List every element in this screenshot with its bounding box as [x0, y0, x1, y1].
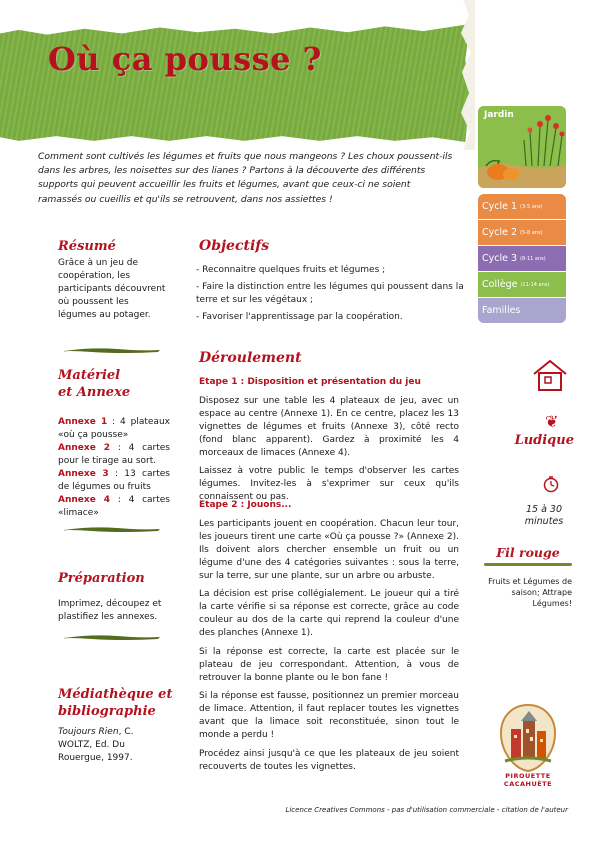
annexe-label: Annexe 4 [58, 495, 111, 505]
preparation-heading: Préparation [58, 571, 145, 586]
annexe-item [58, 468, 170, 494]
pirouette-cacahuete-logo [499, 703, 557, 773]
paragraph-5: Si la réponse est correcte, la carte est placée sur le plateau de jeu correspondant. Attention, à vous de retrouver la bonne plante ou le bon fane ! [199, 647, 459, 683]
level-cycle-1 [478, 194, 566, 219]
step-1-heading: Etape 1 : Disposition et présentation du jeu [199, 377, 421, 387]
level-ages: (3-5 ans) [520, 203, 543, 210]
activity-duration: 15 à 30 minutes [524, 504, 564, 527]
level-ages: (5-8 ans) [520, 229, 543, 236]
page-title: Où ça pousse ? [48, 40, 322, 78]
brush-divider [62, 633, 162, 641]
annexe-label: Annexe 1 [58, 417, 108, 427]
annexe-text: : 13 cartes de légumes ou fruits [58, 469, 170, 492]
step-2-heading: Etape 2 : Jouons... [199, 500, 292, 510]
annexe-item [58, 494, 170, 520]
materiel-heading-line1: Matériel [58, 368, 121, 383]
annexe-item [58, 442, 170, 468]
theme-card-jardin [478, 106, 566, 188]
paragraph-6: Si la réponse est fausse, positionnez un premier morceau de limace. Attention, il faut replacer toutes les vignettes avant que la limace soit reconstituée, sinon tout le monde a perdu ! [199, 691, 459, 740]
logo-text: PIROUETTE CACAHUÈTE [503, 772, 553, 788]
preparation-text: Imprimez, découpez et plastifiez les annexes. [58, 599, 162, 622]
paragraph-3: Les participants jouent en coopération. Chacun leur tour, les joueurs tirent une carte «Où ça pousse ?» (Annexe 2). Ils doivent alors chercher ensemble un fruit ou un légume d'une des 4 catégories suivantes : sous la terre, sur la terre, sur une plante, sur un arbre ou arbuste. [199, 519, 459, 581]
level-label: Collège [482, 279, 518, 290]
paragraph-4: La décision est prise collégialement. Le joueur qui a tiré la carte vérifie si sa réponse est correcte, grâce au code couleur au dos de la carte qui reprend la couleur d'une des planches (Annexe 1). [199, 589, 459, 638]
paragraph-7: Procédez ainsi jusqu'à ce que les plateaux de jeu soient recouverts de toutes les vignettes. [199, 749, 459, 772]
objectifs-list [196, 264, 464, 328]
annexe-item [58, 416, 170, 442]
paragraph-1: Disposez sur une table les 4 plateaux de jeu, avec un espace au centre (Annexe 1). En ce centre, placez les 13 vignettes de légumes et fruits (Annexe 3), côté recto (fond blanc apparent). Gardez à proximité les 4 morceaux de limaces (Annexe 4). [199, 396, 459, 458]
swirl-icon: ❦ [545, 412, 559, 431]
brush-divider [62, 346, 162, 354]
clock-icon [543, 475, 559, 493]
license-footer: Licence Creatives Commons - pas d'utilisation commerciale - citation de l'auteur [285, 806, 568, 814]
resume-text: Grâce à un jeu de coopération, les participants découvrent où poussent les légumes au potager. [58, 258, 166, 320]
deroulement-heading: Déroulement [199, 350, 302, 366]
level-ages: (8-11 ans) [520, 255, 546, 262]
level-ages: (11-14 ans) [520, 281, 550, 288]
level-label: Cycle 3 [482, 253, 518, 264]
fil-rouge-title: Fil rouge [496, 545, 560, 560]
bibliography-text [58, 726, 166, 765]
materiel-heading [58, 367, 130, 401]
annexe-text: : 4 cartes pour le tirage au sort. [58, 443, 170, 466]
level-label: Cycle 1 [482, 201, 518, 212]
materiel-list [58, 416, 170, 520]
brush-divider [62, 525, 162, 533]
level-label: Cycle 2 [482, 227, 518, 238]
age-levels [478, 194, 566, 324]
mediatheque-heading-line1: Médiathèque et [58, 687, 173, 702]
mediatheque-heading [58, 686, 172, 720]
theme-label: Jardin [484, 110, 514, 120]
annexe-label: Annexe 2 [58, 443, 111, 453]
mediatheque-heading-line2: bibliographie [58, 704, 156, 719]
level-label: Familles [482, 305, 521, 316]
objectifs-heading: Objectifs [199, 238, 270, 254]
resume-heading: Résumé [58, 239, 116, 254]
book-title: Toujours Rien [58, 727, 119, 737]
level-college [478, 272, 566, 297]
materiel-heading-line2: et Annexe [58, 385, 131, 400]
level-cycle-2 [478, 220, 566, 245]
fil-rouge-text: Fruits et Légumes de saison; Attrape Légumes! [488, 577, 572, 608]
objectif-item: - Favoriser l'apprentissage par la coopération. [196, 312, 403, 322]
house-icon [531, 357, 569, 393]
activity-type: Ludique [514, 433, 574, 448]
paragraph-2: Laissez à votre public le temps d'observer les cartes légumes. Invitez-les à s'exprimer sur ceux qu'ils connaissent ou pas. [199, 466, 459, 502]
annexe-label: Annexe 3 [58, 469, 109, 479]
objectif-item: - Faire la distinction entre les légumes qui poussent dans la terre et sur les végétaux ; [196, 282, 464, 305]
level-cycle-3 [478, 246, 566, 271]
intro-text: Comment sont cultivés les légumes et fruits que nous mangeons ? Les choux poussent-ils dans les arbres, les noisettes sur des lianes ? Partons à la découverte des différents supports qui peuvent accueillir les fruits et légumes, avant que ceux-ci ne soient ramassés ou cueillis et qu'ils se retrouvent, dans nos assiettes ! [38, 151, 453, 205]
annexe-text: : 4 plateaux «où ça pousse» [58, 417, 170, 440]
fil-rouge-divider [484, 563, 572, 566]
objectif-item: - Reconnaitre quelques fruits et légumes ; [196, 265, 386, 275]
level-familles [478, 298, 566, 323]
book-details: , C. WOLTZ, Ed. Du Rouergue, 1997. [58, 727, 134, 763]
annexe-text: : 4 cartes «limace» [58, 495, 170, 518]
